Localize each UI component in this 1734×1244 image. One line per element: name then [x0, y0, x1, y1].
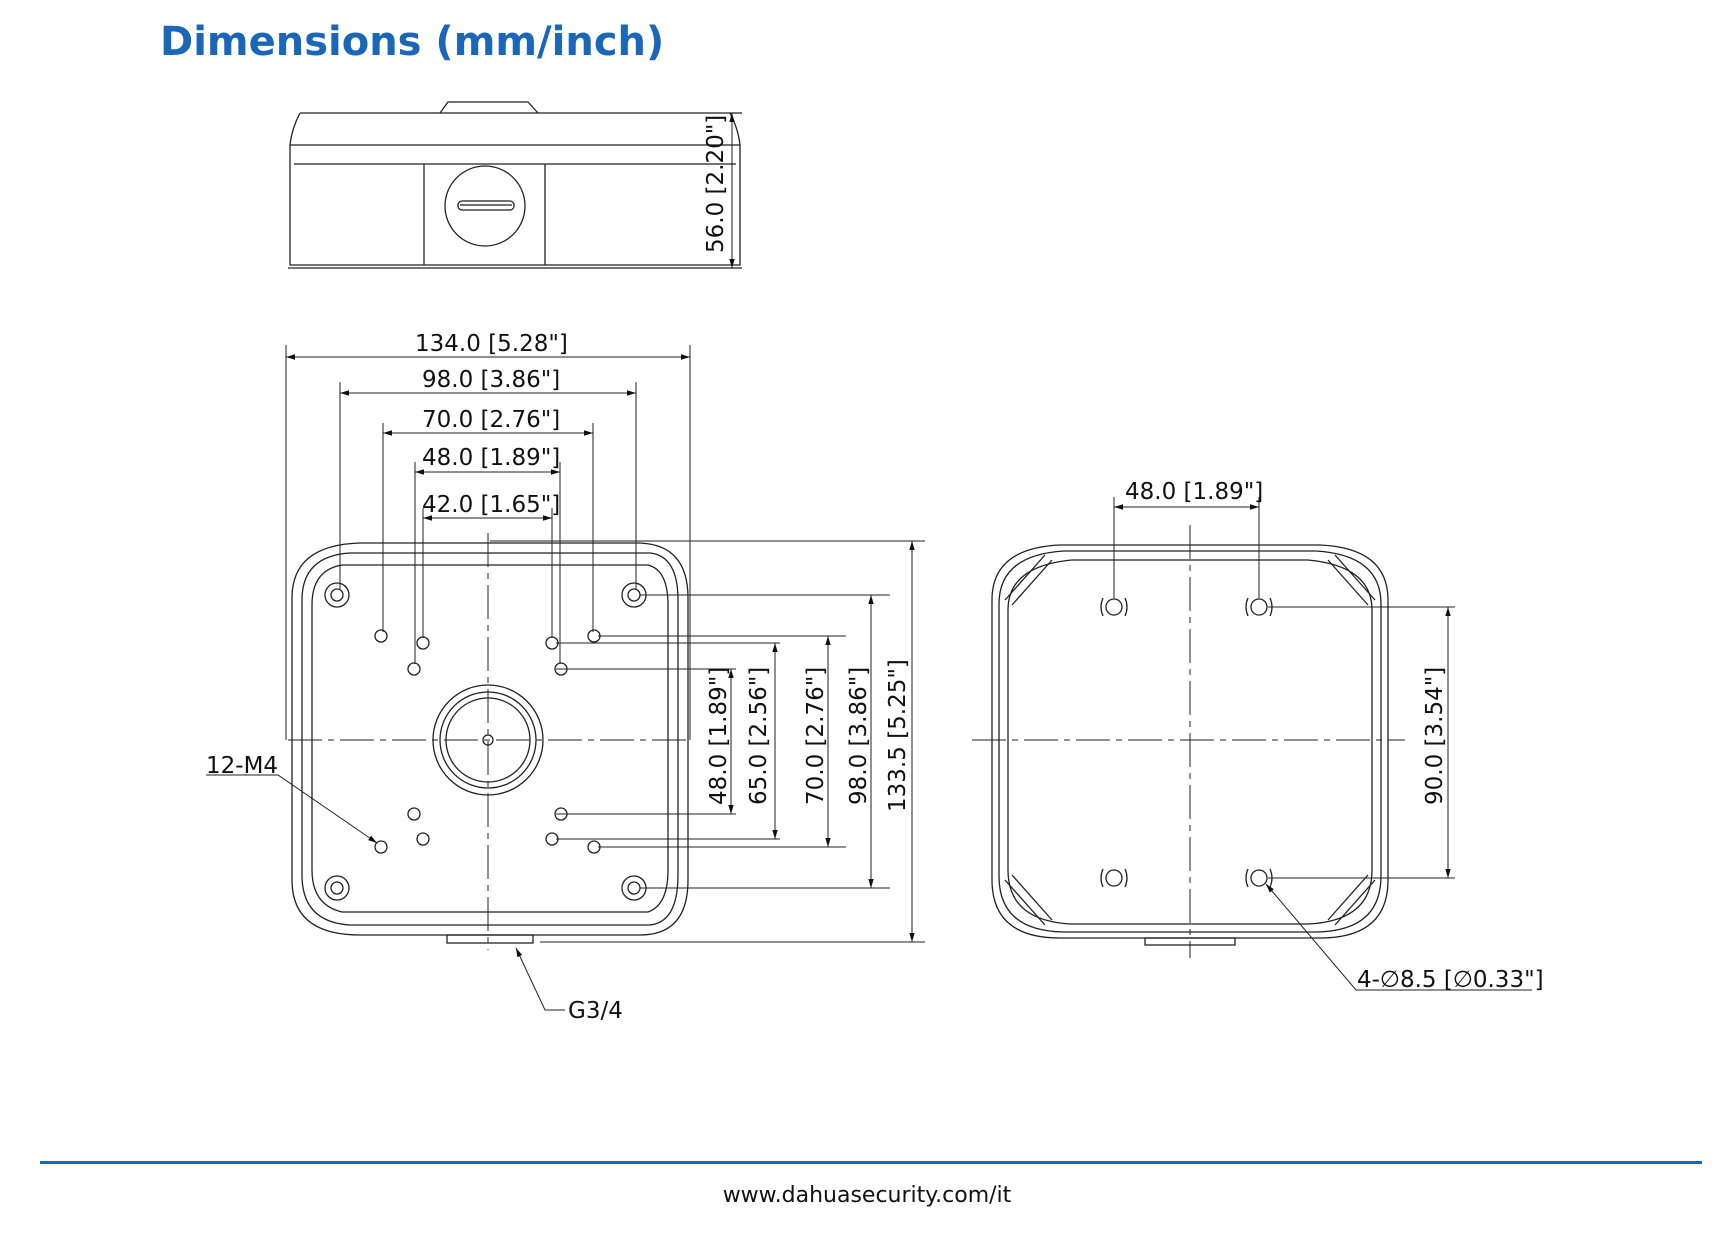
side-view: [288, 102, 742, 268]
width-dim-98: 98.0 [3.86"]: [422, 367, 561, 393]
thread-label: G3/4: [568, 998, 623, 1024]
page-title: Dimensions (mm/inch): [160, 19, 665, 65]
mount-hole: [1101, 598, 1127, 616]
height-dim-133: 133.5 [5.25"]: [885, 659, 911, 812]
screw-label: 12-M4: [206, 753, 279, 779]
height-dim-98: 98.0 [3.86"]: [846, 666, 872, 805]
footer-url[interactable]: www.dahuasecurity.com/it: [722, 1183, 1012, 1208]
corner-screw: [325, 876, 349, 900]
width-dim-134: 134.0 [5.28"]: [415, 331, 568, 357]
width-dim-42: 42.0 [1.65"]: [422, 492, 561, 518]
back-view: [972, 497, 1532, 990]
footer-rule: [40, 1161, 1702, 1164]
back-height-dim: 90.0 [3.54"]: [1422, 666, 1448, 805]
height-dim-70: 70.0 [2.76"]: [803, 666, 829, 805]
height-dim-48: 48.0 [1.89"]: [706, 666, 732, 805]
side-height-dim: 56.0 [2.20"]: [703, 114, 729, 253]
height-dim-65: 65.0 [2.56"]: [746, 666, 772, 805]
width-dim-70: 70.0 [2.76"]: [422, 407, 561, 433]
hole-label: 4-∅8.5 [∅0.33"]: [1357, 967, 1544, 993]
corner-screw: [325, 583, 349, 607]
back-width-dim: 48.0 [1.89"]: [1125, 479, 1264, 505]
mount-hole: [1101, 869, 1127, 887]
width-dim-48: 48.0 [1.89"]: [422, 445, 561, 471]
